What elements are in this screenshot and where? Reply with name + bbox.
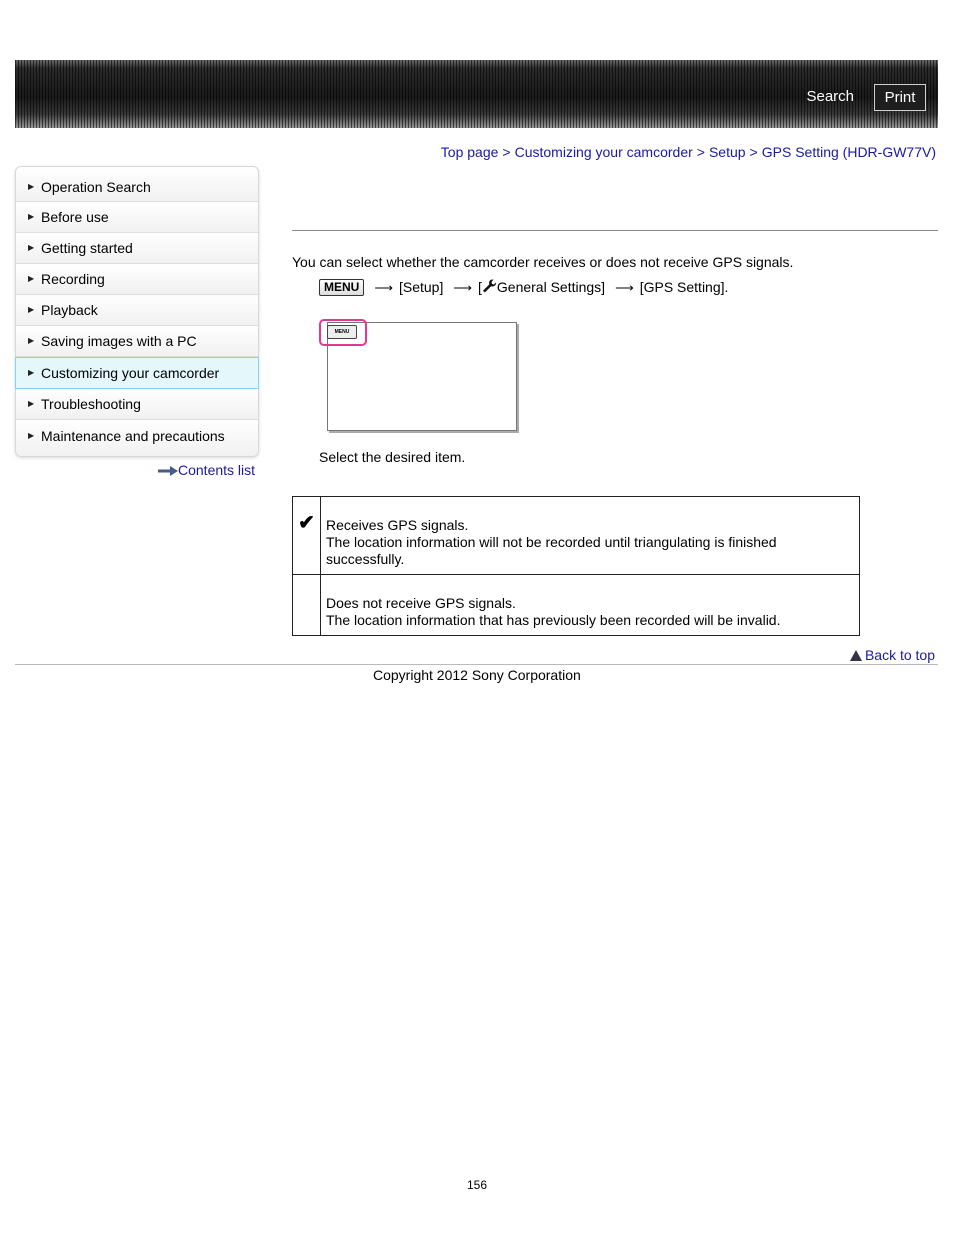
print-button[interactable]: Print: [874, 84, 926, 111]
step-general-settings: General Settings]: [496, 279, 606, 295]
sidebar-item-before-use[interactable]: [16, 202, 258, 233]
triangle-right-icon: ▶: [28, 399, 35, 408]
title-divider: [292, 230, 938, 231]
step-gps-setting: [GPS Setting].: [639, 279, 729, 295]
contents-list-link[interactable]: [158, 462, 255, 478]
sidebar-item-label: Getting started: [41, 240, 133, 256]
back-to-top-link[interactable]: [850, 647, 935, 663]
triangle-up-icon: [850, 650, 862, 661]
arrow-icon: ⟶: [615, 280, 634, 295]
option-description: The location information that has previously been recorded will be invalid.: [326, 612, 781, 628]
sidebar-item-operation-search[interactable]: [16, 167, 258, 202]
breadcrumb-separator: >: [696, 144, 705, 160]
sidebar-item-label: Recording: [41, 271, 105, 287]
sidebar-item-label: Saving images with a PC: [41, 333, 197, 349]
options-table: [292, 496, 860, 636]
sidebar-item-label: Troubleshooting: [41, 396, 141, 412]
sidebar-item-label: Playback: [41, 302, 98, 318]
triangle-right-icon: ▶: [28, 368, 35, 377]
option-text: [321, 497, 860, 575]
search-link[interactable]: Search: [806, 88, 854, 105]
table-row[interactable]: [293, 497, 860, 575]
sidebar-item-saving-images[interactable]: [16, 326, 258, 357]
option-title: Receives GPS signals.: [326, 517, 469, 533]
sidebar-item-maintenance[interactable]: [16, 420, 258, 456]
sidebar-item-customizing[interactable]: [15, 357, 259, 389]
sidebar-item-label: Customizing your camcorder: [41, 365, 220, 381]
footer-divider: [15, 664, 938, 665]
sidebar-item-label: Before use: [41, 209, 109, 225]
breadcrumb: [441, 144, 936, 160]
arrow-right-icon: [158, 463, 178, 473]
intro-text: You can select whether the camcorder receives or does not receive GPS signals.: [292, 254, 794, 270]
triangle-right-icon: ▶: [28, 431, 35, 440]
menu-button-icon: MENU: [319, 279, 364, 296]
contents-list-label: Contents list: [178, 462, 256, 478]
sidebar-nav: [15, 166, 259, 457]
sidebar-item-getting-started[interactable]: [16, 233, 258, 264]
breadcrumb-separator: >: [749, 144, 758, 160]
triangle-right-icon: ▶: [28, 336, 35, 345]
wrench-icon: [482, 279, 497, 295]
checkmark-icon: ✔: [298, 512, 315, 534]
triangle-right-icon: ▶: [28, 305, 35, 314]
sidebar-item-troubleshooting[interactable]: [16, 389, 258, 420]
triangle-right-icon: ▶: [28, 274, 35, 283]
sidebar-item-recording[interactable]: [16, 264, 258, 295]
table-row[interactable]: [293, 575, 860, 636]
menu-steps: [319, 279, 728, 296]
option-title: Does not receive GPS signals.: [326, 595, 516, 611]
breadcrumb-setup[interactable]: Setup: [708, 144, 746, 160]
step-general-open: [: [478, 279, 482, 295]
triangle-right-icon: ▶: [28, 212, 35, 221]
breadcrumb-top-page[interactable]: Top page: [440, 144, 499, 160]
header-bar: [15, 60, 938, 128]
check-cell: [293, 497, 321, 575]
page-number: 156: [467, 1178, 488, 1192]
arrow-icon: ⟶: [453, 280, 472, 295]
step-setup: [Setup]: [398, 279, 444, 295]
check-cell: [293, 575, 321, 636]
copyright-text: Copyright 2012 Sony Corporation: [373, 667, 581, 683]
screen-menu-button: MENU: [327, 325, 357, 339]
sidebar-item-label: Operation Search: [41, 179, 151, 195]
triangle-right-icon: ▶: [28, 243, 35, 252]
select-instruction: Select the desired item.: [319, 449, 466, 465]
breadcrumb-separator: >: [502, 144, 511, 160]
sidebar-item-playback[interactable]: [16, 295, 258, 326]
option-description: The location information will not be recorded until triangulating is finished successfully.: [326, 534, 777, 567]
back-to-top-label: Back to top: [864, 647, 935, 663]
arrow-icon: ⟶: [374, 280, 393, 295]
option-text: [321, 575, 860, 636]
triangle-right-icon: ▶: [28, 182, 35, 191]
breadcrumb-gps-setting[interactable]: GPS Setting (HDR-GW77V): [761, 144, 936, 160]
menu-highlight-frame: [319, 319, 367, 346]
breadcrumb-customizing[interactable]: Customizing your camcorder: [514, 144, 693, 160]
sidebar-item-label: Maintenance and precautions: [41, 428, 225, 444]
